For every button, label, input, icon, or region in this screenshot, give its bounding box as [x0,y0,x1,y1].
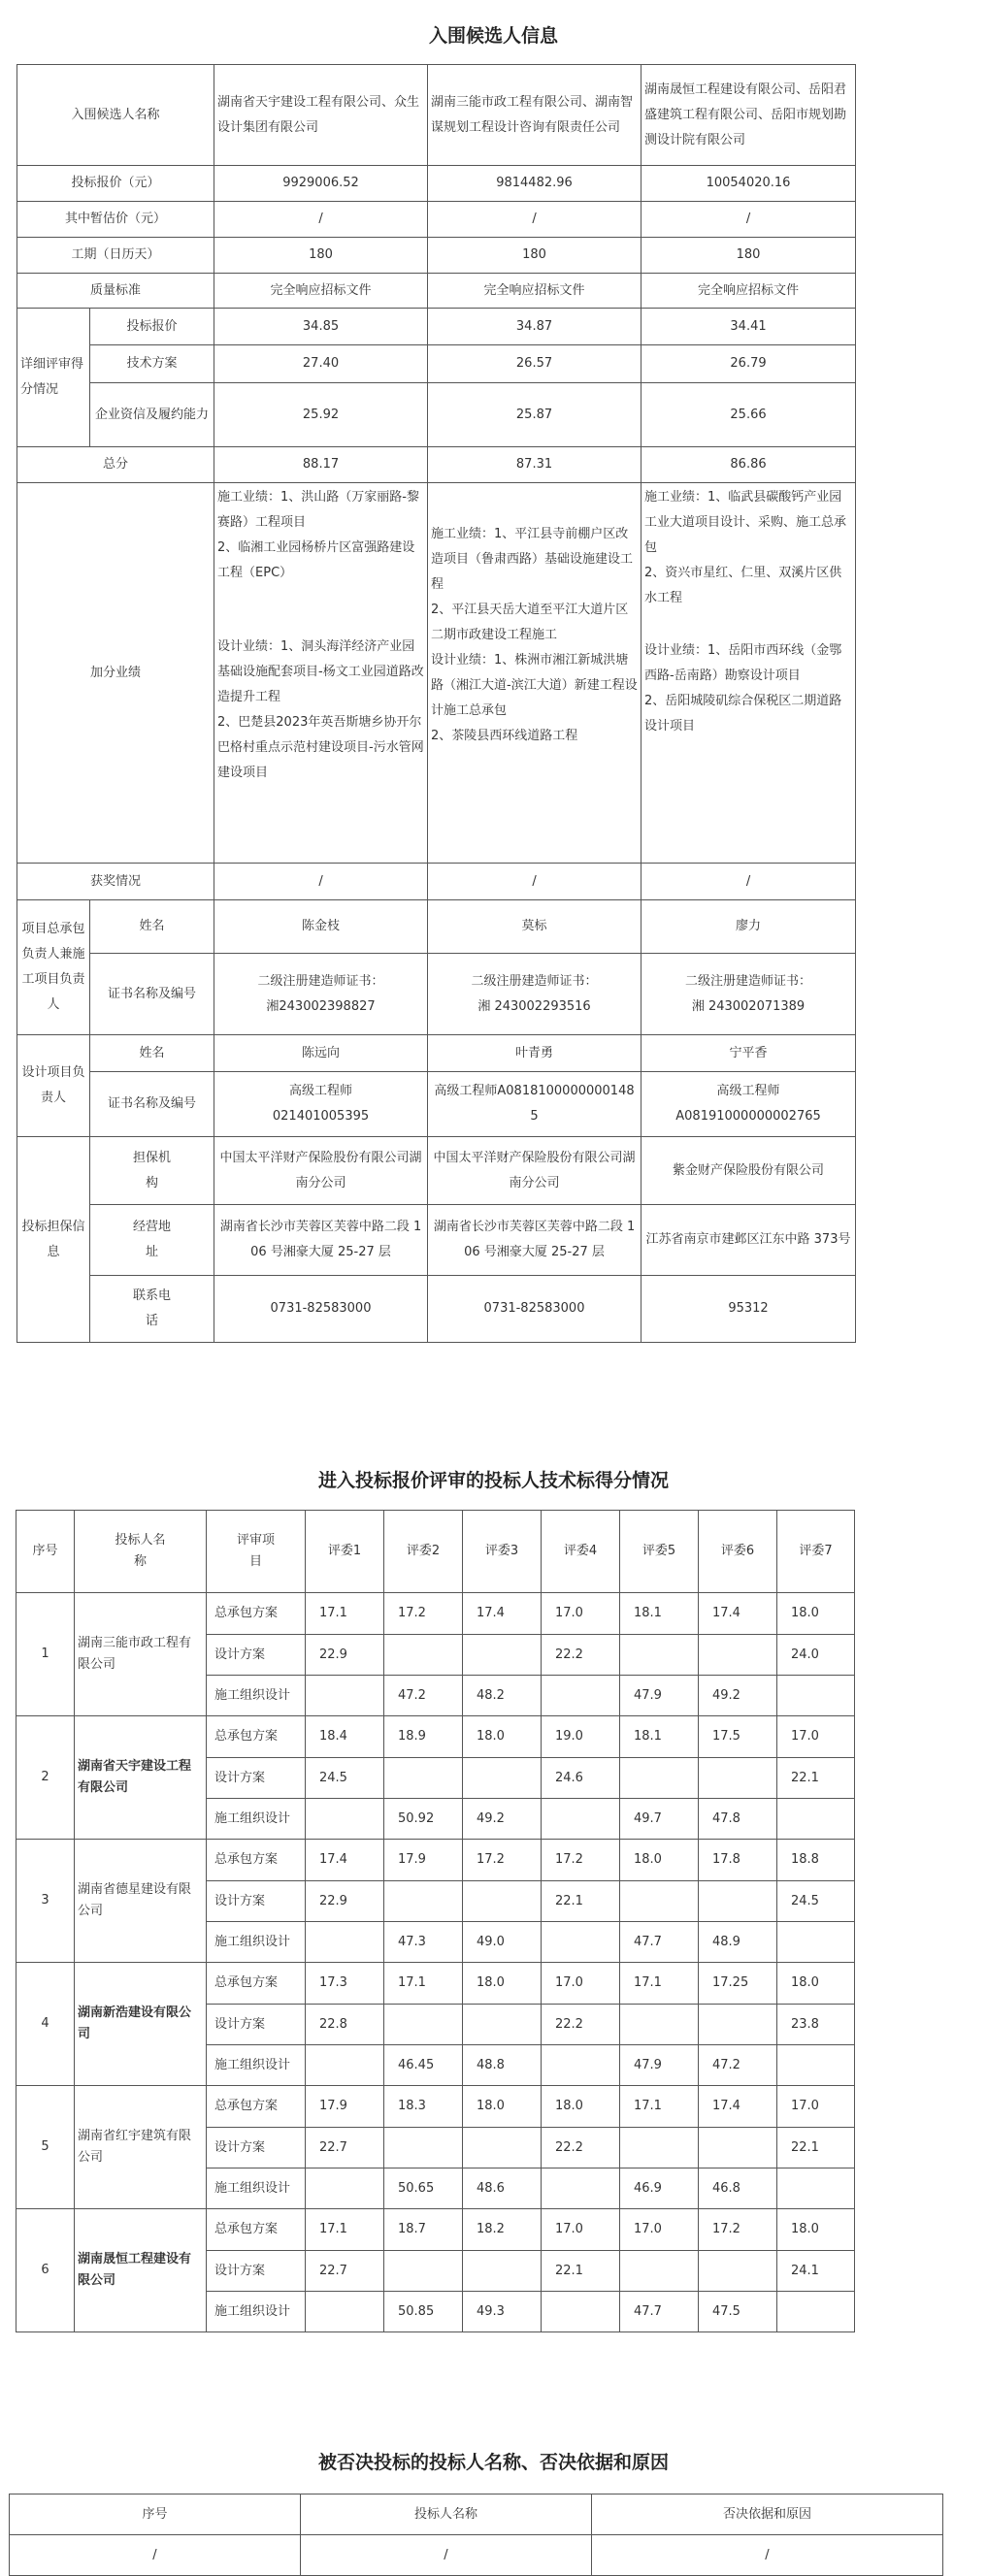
g-org-1: 中国太平洋财产保险股份有限公司湖南分公司 [214,1137,428,1205]
score-cell: 49.7 [620,1799,699,1840]
section1-title: 入围候选人信息 [428,25,558,47]
score-cell: 24.5 [306,1758,384,1799]
score-tech-1: 27.40 [214,345,428,383]
bonus-construction-3: 施工业绩：1、临武县碳酸钙产业园工业大道项目设计、采购、施工总承包 2、资兴市星红、仁里、双溪片区供水工程 [644,490,847,605]
header-judge-6: 评委6 [699,1511,777,1593]
score-cell [306,1799,384,1840]
pm-name-2: 莫标 [428,900,642,954]
rejected-bidders-body [10,2494,943,2576]
score-cell: 17.4 [463,1593,542,1635]
dm-name-3: 宁平香 [642,1035,856,1072]
duration-3: 180 [642,238,856,274]
row-label-pm-group: 项目总承包负责人兼施工项目负责人 [17,900,90,1035]
g-org-2: 中国太平洋财产保险股份有限公司湖南分公司 [428,1137,642,1205]
rejected-cell: / [10,2535,301,2576]
score-cell [306,2168,384,2209]
g-phone-3: 95312 [642,1276,856,1343]
score-cell: 22.2 [542,2128,620,2168]
dm-name-2: 叶青勇 [428,1035,642,1072]
review-item: 总承包方案 [207,1716,306,1758]
dm-cert-2: 高级工程师A08181000000001485 [428,1072,642,1137]
bidder-index: 4 [16,1963,75,2086]
bidder-index: 6 [16,2209,75,2332]
bidder-name: 湖南晟恒工程建设有限公司 [75,2209,207,2332]
review-item: 总承包方案 [207,1593,306,1635]
score-cell: 19.0 [542,1716,620,1758]
rejected-header-reason: 否决依据和原因 [592,2494,943,2535]
bidder-name: 湖南省红宇建筑有限公司 [75,2086,207,2209]
score-cell [542,1676,620,1716]
score-cell: 18.0 [542,2086,620,2128]
row-label-dm-cert: 证书名称及编号 [90,1072,214,1137]
review-item: 设计方案 [207,1881,306,1922]
bonus-design-2: 设计业绩：1、株洲市湘江新城洪塘路（湘江大道-滨江大道）新建工程设计施工总承包 2、茶陵县西环线道路工程 [431,653,638,743]
score-cell: 18.9 [384,1716,463,1758]
score-cell [306,1922,384,1963]
score-cell [777,1676,855,1716]
score-cell: 22.1 [777,2128,855,2168]
score-cell [699,1881,777,1922]
score-cell [463,2128,542,2168]
row-label-total: 总分 [17,447,214,483]
review-item: 施工组织设计 [207,2292,306,2332]
score-cell [463,1635,542,1676]
score-cell [542,1922,620,1963]
score-price-2: 34.87 [428,309,642,345]
score-cell: 17.0 [542,2209,620,2251]
tech-score-body [16,1593,855,2332]
rejected-bidders-table [9,2494,943,2576]
score-cell: 47.2 [384,1676,463,1716]
review-item: 施工组织设计 [207,1799,306,1840]
header-judge-1: 评委1 [306,1511,384,1593]
candidate-name-3: 湖南晟恒工程建设有限公司、岳阳君盛建筑工程有限公司、岳阳市规划勘测设计院有限公司 [642,65,856,166]
review-item: 总承包方案 [207,2209,306,2251]
score-cell: 18.0 [777,1593,855,1635]
rejected-cell: / [592,2535,943,2576]
quality-2: 完全响应招标文件 [428,274,642,309]
row-label-bonus: 加分业绩 [17,483,214,864]
review-item: 施工组织设计 [207,2045,306,2086]
score-cell: 17.2 [384,1593,463,1635]
row-label-g-org: 担保机构 [90,1137,214,1205]
row-label-score-price: 投标报价 [90,309,214,345]
score-cell [384,1881,463,1922]
candidate-info-table [16,64,856,1343]
score-cell: 17.1 [384,1963,463,2005]
bonus-2 [428,483,642,864]
score-cell: 18.1 [620,1593,699,1635]
score-cell [542,2168,620,2209]
score-cell: 17.9 [306,2086,384,2128]
score-row [16,1716,855,1758]
score-cell [699,1635,777,1676]
row-label-pm-cert: 证书名称及编号 [90,954,214,1035]
section2-title: 进入投标报价评审的投标人技术标得分情况 [317,1470,669,1491]
score-tech-3: 26.79 [642,345,856,383]
provisional-3: / [642,202,856,238]
score-cell [463,1758,542,1799]
g-addr-2: 湖南省长沙市芙蓉区芙蓉中路二段 106 号湘豪大厦 25-27 层 [428,1205,642,1276]
header-judge-4: 评委4 [542,1511,620,1593]
score-cell: 47.7 [620,1922,699,1963]
pm-name-3: 廖力 [642,900,856,954]
bidder-index: 2 [16,1716,75,1840]
pm-name-1: 陈金枝 [214,900,428,954]
row-label-awards: 获奖情况 [17,864,214,900]
rejected-header-bidder: 投标人名称 [301,2494,592,2535]
quality-1: 完全响应招标文件 [214,274,428,309]
awards-3: / [642,864,856,900]
score-cell: 17.1 [306,1593,384,1635]
score-cell: 49.3 [463,2292,542,2332]
awards-2: / [428,864,642,900]
score-cell: 17.9 [384,1840,463,1881]
score-row [16,1593,855,1635]
review-item: 设计方案 [207,1635,306,1676]
score-cell: 24.5 [777,1881,855,1922]
review-item: 设计方案 [207,1758,306,1799]
score-cell [384,2251,463,2292]
score-cell: 17.0 [620,2209,699,2251]
score-cell [620,1758,699,1799]
bonus-3 [642,483,856,864]
row-label-detail-group: 详细评审得分情况 [17,309,90,447]
score-cell [463,2251,542,2292]
score-cell: 50.65 [384,2168,463,2209]
score-cell [699,2251,777,2292]
row-label-score-qual: 企业资信及履约能力 [90,383,214,447]
score-cell: 18.0 [777,1963,855,2005]
score-cell: 18.0 [777,2209,855,2251]
dm-name-1: 陈远向 [214,1035,428,1072]
score-cell: 18.0 [620,1840,699,1881]
score-cell [463,2005,542,2045]
awards-1: / [214,864,428,900]
bonus-design-3: 设计业绩：1、岳阳市西环线（金鄂西路-岳南路）勘察设计项目 2、岳阳城陵矶综合保税区二期道路设计项目 [644,643,842,734]
score-cell: 22.9 [306,1881,384,1922]
score-cell: 17.25 [699,1963,777,2005]
score-row [16,2086,855,2128]
score-cell: 17.0 [777,1716,855,1758]
section3-title: 被否决投标的投标人名称、否决依据和原因 [317,2452,669,2473]
g-addr-3: 江苏省南京市建邺区江东中路 373号 [642,1205,856,1276]
score-cell: 17.4 [306,1840,384,1881]
score-cell: 48.2 [463,1676,542,1716]
g-phone-1: 0731-82583000 [214,1276,428,1343]
score-cell [306,1676,384,1716]
review-item: 施工组织设计 [207,1676,306,1716]
score-cell [620,2251,699,2292]
duration-1: 180 [214,238,428,274]
score-cell: 18.0 [463,1716,542,1758]
pm-cert-1: 二级注册建造师证书： 湘243002398827 [214,954,428,1035]
score-cell: 18.7 [384,2209,463,2251]
score-cell: 24.6 [542,1758,620,1799]
g-phone-2: 0731-82583000 [428,1276,642,1343]
score-qual-2: 25.87 [428,383,642,447]
score-cell: 22.2 [542,1635,620,1676]
score-qual-1: 25.92 [214,383,428,447]
score-cell: 17.5 [699,1716,777,1758]
score-cell: 47.5 [699,2292,777,2332]
score-cell [777,1922,855,1963]
score-cell: 49.2 [699,1676,777,1716]
total-2: 87.31 [428,447,642,483]
review-item: 总承包方案 [207,2086,306,2128]
dm-cert-3: 高级工程师 A08191000000002765 [642,1072,856,1137]
score-cell: 17.8 [699,1840,777,1881]
score-cell: 22.7 [306,2128,384,2168]
score-cell: 17.4 [699,2086,777,2128]
score-cell [699,1758,777,1799]
score-cell: 22.7 [306,2251,384,2292]
row-label-dm-name: 姓名 [90,1035,214,1072]
review-item: 总承包方案 [207,1963,306,2005]
score-cell: 47.8 [699,1799,777,1840]
bidder-name: 湖南省天宇建设工程有限公司 [75,1716,207,1840]
bonus-construction-1: 施工业绩：1、洪山路（万家丽路-黎赛路）工程项目 2、临湘工业园杨桥片区富强路建设工程（EPC） [217,490,419,580]
bidder-name: 湖南省德星建设有限公司 [75,1840,207,1963]
score-cell: 22.2 [542,2005,620,2045]
score-price-1: 34.85 [214,309,428,345]
score-row [16,2209,855,2251]
score-cell: 22.1 [542,2251,620,2292]
score-cell [777,2292,855,2332]
bid-price-2: 9814482.96 [428,166,642,202]
score-cell [542,2045,620,2086]
header-index: 序号 [16,1511,75,1593]
quality-3: 完全响应招标文件 [642,274,856,309]
score-cell [542,1799,620,1840]
dm-cert-1: 高级工程师 021401005395 [214,1072,428,1137]
pm-cert-3: 二级注册建造师证书： 湘 243002071389 [642,954,856,1035]
score-cell [384,2128,463,2168]
header-item: 评审项目 [207,1511,306,1593]
score-cell: 17.4 [699,1593,777,1635]
score-cell [620,2128,699,2168]
rejected-row [10,2535,943,2576]
score-cell: 23.8 [777,2005,855,2045]
score-cell: 22.1 [777,1758,855,1799]
score-cell: 17.1 [620,1963,699,2005]
score-cell [384,1758,463,1799]
score-cell: 18.0 [463,1963,542,2005]
bonus-1 [214,483,428,864]
row-label-quality: 质量标准 [17,274,214,309]
score-cell [777,2045,855,2086]
bid-price-1: 9929006.52 [214,166,428,202]
header-judge-5: 评委5 [620,1511,699,1593]
score-cell: 17.0 [542,1593,620,1635]
score-cell: 22.9 [306,1635,384,1676]
bidder-index: 3 [16,1840,75,1963]
score-cell: 17.0 [777,2086,855,2128]
duration-2: 180 [428,238,642,274]
row-label-score-tech: 技术方案 [90,345,214,383]
header-judge-2: 评委2 [384,1511,463,1593]
rejected-header-index: 序号 [10,2494,301,2535]
row-label-dm-group: 设计项目负责人 [17,1035,90,1137]
score-cell: 50.92 [384,1799,463,1840]
bidder-index: 1 [16,1593,75,1716]
score-cell: 17.3 [306,1963,384,2005]
score-cell: 49.0 [463,1922,542,1963]
bonus-design-1: 设计业绩：1、洞头海洋经济产业园基础设施配套项目-杨文工业园道路改造提升工程 2、巴楚县2023年英吾斯塘乡协开尔巴格村重点示范村建设项目-污水管网建设项目 [217,639,424,780]
review-item: 施工组织设计 [207,2168,306,2209]
g-org-3: 紫金财产保险股份有限公司 [642,1137,856,1205]
score-cell: 18.3 [384,2086,463,2128]
bid-price-3: 10054020.16 [642,166,856,202]
score-cell: 47.7 [620,2292,699,2332]
review-item: 施工组织设计 [207,1922,306,1963]
score-tech-2: 26.57 [428,345,642,383]
score-cell [463,1881,542,1922]
tech-score-table [16,1510,855,2332]
score-cell: 47.9 [620,2045,699,2086]
row-label-provisional: 其中暂估价（元） [17,202,214,238]
review-item: 总承包方案 [207,1840,306,1881]
score-cell: 22.1 [542,1881,620,1922]
score-cell: 46.8 [699,2168,777,2209]
score-cell [777,1799,855,1840]
review-item: 设计方案 [207,2128,306,2168]
header-judge-3: 评委3 [463,1511,542,1593]
row-label-g-phone: 联系电话 [90,1276,214,1343]
header-bidder: 投标人名称 [75,1511,207,1593]
score-cell [620,1881,699,1922]
score-cell [384,1635,463,1676]
score-cell: 46.9 [620,2168,699,2209]
score-cell [777,2168,855,2209]
score-cell: 18.0 [463,2086,542,2128]
score-cell: 24.1 [777,2251,855,2292]
score-cell: 18.1 [620,1716,699,1758]
score-cell [620,2005,699,2045]
row-label-bid-price: 投标报价（元） [17,166,214,202]
score-cell: 17.1 [620,2086,699,2128]
provisional-1: / [214,202,428,238]
score-cell [306,2045,384,2086]
bidder-index: 5 [16,2086,75,2209]
score-cell: 17.2 [463,1840,542,1881]
row-label-guarantee-group: 投标担保信息 [17,1137,90,1343]
score-cell: 47.2 [699,2045,777,2086]
score-cell: 18.4 [306,1716,384,1758]
score-cell: 47.3 [384,1922,463,1963]
bonus-construction-2: 施工业绩：1、平江县寺前棚户区改造项目（鲁肃西路）基础设施建设工程 2、平江县天岳大道至平江大道片区二期市政建设工程施工 [431,527,634,642]
provisional-2: / [428,202,642,238]
score-cell [384,2005,463,2045]
score-row [16,1963,855,2005]
score-cell [699,2128,777,2168]
score-cell [306,2292,384,2332]
pm-cert-2: 二级注册建造师证书： 湘 243002293516 [428,954,642,1035]
bidder-name: 湖南新浩建设有限公司 [75,1963,207,2086]
score-cell: 48.9 [699,1922,777,1963]
total-3: 86.86 [642,447,856,483]
score-cell: 18.2 [463,2209,542,2251]
review-item: 设计方案 [207,2251,306,2292]
score-cell: 47.9 [620,1676,699,1716]
score-cell: 48.6 [463,2168,542,2209]
review-item: 设计方案 [207,2005,306,2045]
row-label-duration: 工期（日历天） [17,238,214,274]
score-cell: 48.8 [463,2045,542,2086]
g-addr-1: 湖南省长沙市芙蓉区芙蓉中路二段 106 号湘豪大厦 25-27 层 [214,1205,428,1276]
score-cell [542,2292,620,2332]
score-cell: 22.8 [306,2005,384,2045]
score-cell: 46.45 [384,2045,463,2086]
total-1: 88.17 [214,447,428,483]
bidder-name: 湖南三能市政工程有限公司 [75,1593,207,1716]
score-cell [620,1635,699,1676]
score-cell: 17.0 [542,1963,620,2005]
score-cell: 17.2 [699,2209,777,2251]
score-cell: 50.85 [384,2292,463,2332]
score-cell: 24.0 [777,1635,855,1676]
score-qual-3: 25.66 [642,383,856,447]
rejected-cell: / [301,2535,592,2576]
row-label-pm-name: 姓名 [90,900,214,954]
score-cell: 18.8 [777,1840,855,1881]
rejected-header-row [10,2494,943,2535]
score-cell: 49.2 [463,1799,542,1840]
row-label-candidate-name: 入围候选人名称 [17,65,214,166]
score-cell: 17.2 [542,1840,620,1881]
candidate-name-2: 湖南三能市政工程有限公司、湖南智谋规划工程设计咨询有限责任公司 [428,65,642,166]
score-row [16,1840,855,1881]
candidate-name-1: 湖南省天宇建设工程有限公司、众生设计集团有限公司 [214,65,428,166]
score-price-3: 34.41 [642,309,856,345]
row-label-g-addr: 经营地址 [90,1205,214,1276]
score-cell [699,2005,777,2045]
score-cell: 17.1 [306,2209,384,2251]
header-judge-7: 评委7 [777,1511,855,1593]
